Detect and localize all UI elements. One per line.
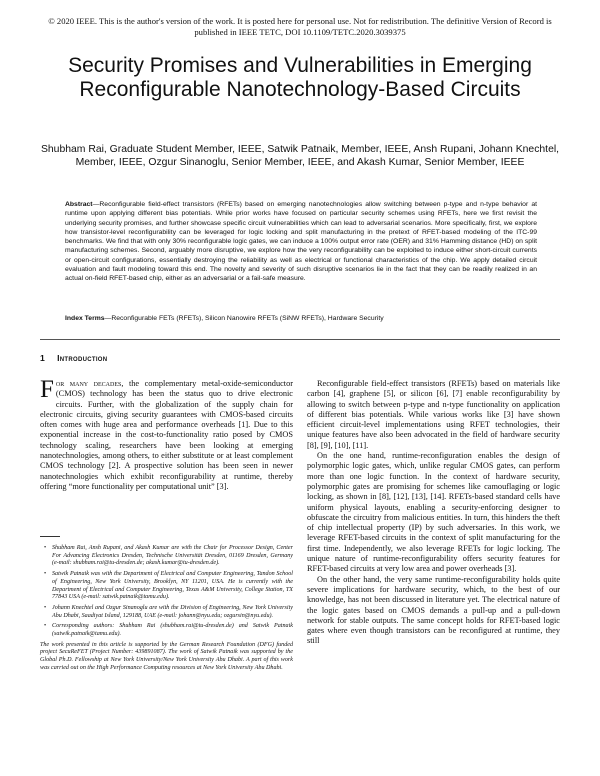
index-terms-text: —Reconfigurable FETs (RFETs), Silicon Nanowire RFETs (SiNW RFETs), Hardware Security: [104, 315, 384, 322]
index-terms-label: Index Terms: [65, 315, 105, 322]
section-number: 1: [40, 353, 46, 363]
section-title: Introduction: [57, 353, 108, 363]
bullet-icon: •: [44, 604, 47, 611]
footnote-item: • Satwik Patnaik was with the Department of Electrical and Computer Engineering, Tandon School of Engineering, New York University, Brooklyn, NY 11201, USA. He is currently with the Department of Electrical and Computer Engineering, Texas A&M University, College Station, TX 77843 USA (e-mail: satwik.patnaik@tamu.edu).: [44, 571, 293, 601]
body-paragraph: On the other hand, the very same runtime-reconfigurability holds quite severe implications for hardware security, which, to the best of our knowledge, has not been discussed in literature yet. The electrical nature of the logic gates based on CMOS demands a pull-up and a pull-down network for stable outputs. The same concept holds for RFET-based logic gates where even though transistors can be reconfigured at runtime, they still: [307, 574, 560, 646]
footnote-item: • Corresponding authors: Shubham Rai (shubham.rai@tu-dresden.de) and Satwik Patnaik (satwik.patnaik@tamu.edu).: [44, 623, 293, 638]
body-paragraph: Reconfigurable field-effect transistors (RFETs) based on materials like carbon [4], graphene [5], or silicon [6], [7] enable reconfigurability by allowing to switch between p-type and n-type functionality on application of different bias potentials. While various works like [3] have shown efficient circuit-level implementations using RFET technologies, their unique features have also been advocated in the field of hardware security [8], [9], [10], [11].: [307, 379, 560, 450]
paper-title: Security Promises and Vulnerabilities in Emerging Reconfigurable Nanotechnology-Based Circuits: [68, 54, 532, 101]
abstract: [65, 200, 537, 284]
left-column: [40, 376, 293, 492]
body-paragraph: On the one hand, runtime-reconfiguration enables the design of polymorphic logic gates, which, unlike regular CMOS gates, can perform more than one logic function. In the context of hardware security, polymorphic gates are promising for schemes like camouflaging or logic locking, as shown in [8], [12], [13], [14]. RFETs-based standard cells have uniform physical layouts, enabling a security-enforcing designer to obfuscate the circuitry from malicious entities. In turn, this hinders the theft of chip intellectual property (IP) by such adversaries. In this work, we leverage RFET-based circuits in the context of split manufacturing for the first time. Independently, we also leverage RFETs for logic locking. The unique nature of runtime-reconfigurability offers security features for RFET-based circuits at very low area and power overheads [3].: [307, 451, 560, 574]
author-list: Shubham Rai, Graduate Student Member, IEEE, Satwik Patnaik, Member, IEEE, Ansh Rupani, Johann Knechtel, Member, IEEE, Ozgur Sinanoglu, Senior Member, IEEE, and Akash Kumar, Senior Member, IEEE: [40, 144, 560, 168]
footnote-item: • Johann Knechtel and Ozgur Sinanoglu are with the Division of Engineering, New York University Abu Dhabi, Saadiyat Island, 129188, UAE (e-mail: johann@nyu.edu; ozgursin@nyu.edu).: [44, 604, 293, 619]
section-heading: [40, 353, 107, 363]
drop-cap: F: [40, 376, 54, 403]
intro-paragraph: [40, 376, 293, 492]
bullet-icon: •: [44, 545, 47, 551]
intro-smallcaps: or many decades,: [55, 379, 124, 388]
intro-text: the complementary metal-oxide-semiconductor (CMOS) technology has been the status quo to drive electronic circuits. Further, with the globalization of the supply chain for electronic circuits, giving security guarantees with CMOS-based circuits often comes with huge area and performance overheads [1]. Due to this exponential increase in the cost-to-functionality ratio posed by CMOS technology scaling, researchers have been looking at emerging nanotechnologies, among others, to either substitute or at least complement CMOS technology [2]. A prospective solution has been seen in newer nanotechnologies which exhibit reconfigurability at runtime, thereby offering “more functionality per computational unit” [3].: [40, 379, 293, 491]
footnotes: [40, 545, 293, 673]
abstract-label: Abstract: [65, 201, 93, 208]
footnote-divider: [40, 536, 60, 537]
funding-note: The work presented in this article is supported by the German Research Foundation (DFG) funded project SecuReFET (Project Number: 439891087). The work of Satwik Patnaik was supported by the Global Ph.D. Fellowship at New York University/New York University Abu Dhabi. A part of this work was carried out on the High Performance Computing resources at New York University Abu Dhabi.: [40, 641, 293, 671]
bullet-icon: •: [44, 571, 47, 578]
right-column: [307, 379, 560, 647]
copyright-notice: © 2020 IEEE. This is the author's version of the work. It is posted here for personal use. Not for redistribution. The definitive Version of Record is published in IEEE TETC, DOI 10.1109/TETC.2020.3039375: [48, 16, 552, 37]
footnote-item: • Shubham Rai, Ansh Rupani, and Akash Kumar are with the Chair for Processor Design, Center For Advancing Electronics Dresden, Technische Universität Dresden, 01169 Dresden, Germany (e-mail: shubham.rai@tu-dresden.de; akash.kumar@tu-dresden.de).: [44, 545, 293, 567]
bullet-icon: •: [44, 623, 47, 630]
header-divider: [40, 339, 560, 340]
index-terms: [65, 314, 537, 323]
abstract-text: —Reconfigurable field-effect transistors (RFETs) based on emerging nanotechnologies allow switching between p-type and n-type behavior at runtime upon applying different bias potentials. While prior works have focused on particular security schemes using RFETs, here we first revisit the underlying security promises, and further showcase specific circuit vulnerabilities which can lead to adversarial scenarios. More specifically, first, we explore how transistor-level reconfigurability can be leveraged for logic locking and split manufacturing in the pretext of RFET-based modeling of the ITC-99 benchmarks. We find that with only 30% reconfigurable logic gates, we can induce a 100% output error rate (OER) and 31% Hamming distance (HD) on split manufacturing schemes. Second, arguably more disruptive, we explore how the very reconfigurability can be exploited to induce either short-circuit currents or open-circuit configurations, essentially destroying the reliability as well as electrical or functional characteristics of the chip. We apply detailed circuit evaluation and fault modeling toward this end. The novelty and severity of such disruptive scenarios lie in the fact that they can be readily realized in an actual on-field RFET-based chip, either as an adversarial or a fail-safe measure.: [65, 201, 537, 283]
